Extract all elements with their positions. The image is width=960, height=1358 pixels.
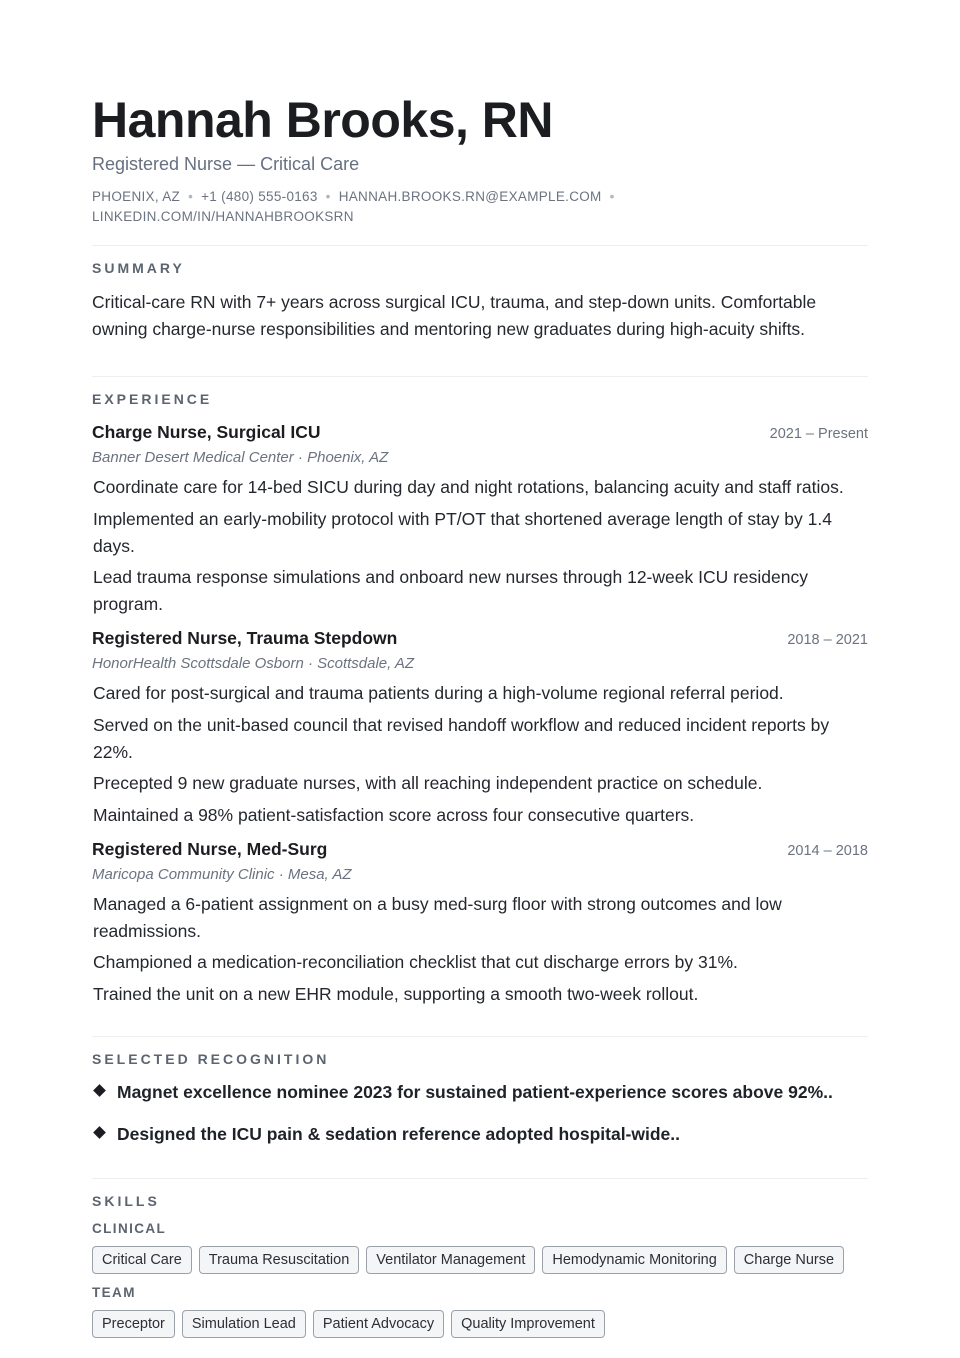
- experience-heading: EXPERIENCE: [92, 391, 213, 407]
- resume-header: [92, 92, 868, 227]
- summary-text: Critical-care RN with 7+ years across surgical ICU, trauma, and step-down units. Comfortable owning charge-nurse responsibilities and mentoring new graduates during high-acuity shifts.: [92, 292, 817, 339]
- skill-chip: Patient Advocacy: [313, 1310, 444, 1338]
- job-bullet: Trained the unit on a new EHR module, supporting a smooth two-week rollout.: [93, 983, 699, 1004]
- job-entry: [92, 420, 868, 618]
- diamond-bullet-icon: [93, 1126, 106, 1139]
- job-bullet: Lead trauma response simulations and onboard new nurses through 12-week ICU residency program.: [93, 567, 808, 614]
- contact-linkedin: LINKEDIN.COM/IN/HANNAHBROOKSRN: [92, 209, 354, 224]
- skill-group-label: CLINICAL: [92, 1220, 167, 1236]
- job-title: Registered Nurse, Med-Surg: [92, 838, 328, 859]
- skill-chips: [92, 1246, 868, 1274]
- skill-chip: Quality Improvement: [451, 1310, 605, 1338]
- experience-section: [92, 390, 868, 1008]
- candidate-role: Registered Nurse — Critical Care: [92, 154, 360, 174]
- contact-separator: •: [325, 189, 331, 204]
- job-bullet: Maintained a 98% patient-satisfaction score across four consecutive quarters.: [93, 804, 695, 825]
- job-entry: [92, 626, 868, 829]
- job-bullet: Championed a medication-reconciliation checklist that cut discharge errors by 31%.: [93, 952, 738, 972]
- contact-location: PHOENIX, AZ: [92, 189, 181, 204]
- job-bullets: [92, 891, 868, 1008]
- job-title: Registered Nurse, Trauma Stepdown: [92, 628, 398, 648]
- skill-chip: Charge Nurse: [734, 1246, 844, 1274]
- summary-heading: SUMMARY: [92, 260, 185, 276]
- job-bullet: Managed a 6-patient assignment on a busy med-surg floor with strong outcomes and low readmissions.: [93, 893, 782, 941]
- recognition-heading: SELECTED RECOGNITION: [92, 1050, 330, 1067]
- skill-chip: Preceptor: [92, 1310, 175, 1338]
- skill-chip: Hemodynamic Monitoring: [542, 1246, 726, 1274]
- recognition-text: Magnet excellence nominee 2023 for sustained patient-experience scores above 92%..: [117, 1081, 833, 1102]
- recognition-section: [92, 1050, 868, 1146]
- contact-line: [92, 187, 652, 227]
- job-organization: HonorHealth Scottsdale Osborn · Scottsdale, AZ: [92, 655, 415, 672]
- job-bullet: Coordinate care for 14-bed SICU during day and night rotations, balancing acuity and staff ratios.: [93, 477, 844, 497]
- contact-separator: •: [188, 189, 194, 204]
- skill-chip: Critical Care: [92, 1246, 192, 1274]
- job-bullets: [92, 680, 868, 829]
- section-divider: [92, 1036, 868, 1037]
- skills-section: [92, 1192, 868, 1338]
- job-organization: Maricopa Community Clinic · Mesa, AZ: [92, 865, 352, 883]
- job-organization: Banner Desert Medical Center · Phoenix, AZ: [92, 449, 389, 466]
- job-dates: 2021 – Present: [769, 426, 868, 442]
- contact-separator: •: [609, 189, 615, 204]
- contact-phone: +1 (480) 555-0163: [201, 189, 318, 204]
- skill-chip: Trauma Resuscitation: [199, 1246, 360, 1274]
- recognition-text: Designed the ICU pain & sedation reference adopted hospital-wide..: [117, 1123, 681, 1144]
- job-title: Charge Nurse, Surgical ICU: [92, 422, 321, 442]
- skills-heading: SKILLS: [92, 1192, 160, 1209]
- job-bullets: [92, 474, 868, 618]
- section-divider: [92, 1178, 868, 1179]
- recognition-item: [92, 1080, 868, 1104]
- job-bullet: Implemented an early-mobility protocol with PT/OT that shortened average length of stay by 1.4 days.: [93, 508, 832, 556]
- section-divider: [92, 376, 868, 377]
- skill-chip: Simulation Lead: [182, 1310, 306, 1338]
- job-bullet: Cared for post-surgical and trauma patients during a high-volume regional referral period.: [93, 683, 784, 703]
- diamond-bullet-icon: [93, 1084, 106, 1097]
- skill-chips: [92, 1310, 868, 1338]
- candidate-name: Hannah Brooks, RN: [92, 92, 554, 148]
- job-dates: 2014 – 2018: [787, 842, 868, 859]
- job-dates: 2018 – 2021: [787, 632, 868, 648]
- job-bullet: Served on the unit-based council that revised handoff workflow and reduced incident reports by 22%.: [93, 714, 830, 762]
- skill-group-label: TEAM: [92, 1284, 136, 1300]
- summary-section: [92, 259, 868, 343]
- recognition-item: [92, 1122, 868, 1146]
- section-divider: [92, 245, 868, 246]
- job-entry: [92, 837, 868, 1008]
- contact-email: HANNAH.BROOKS.RN@EXAMPLE.COM: [338, 189, 602, 204]
- skill-chip: Ventilator Management: [366, 1246, 535, 1274]
- job-bullet: Precepted 9 new graduate nurses, with all reaching independent practice on schedule.: [93, 773, 763, 793]
